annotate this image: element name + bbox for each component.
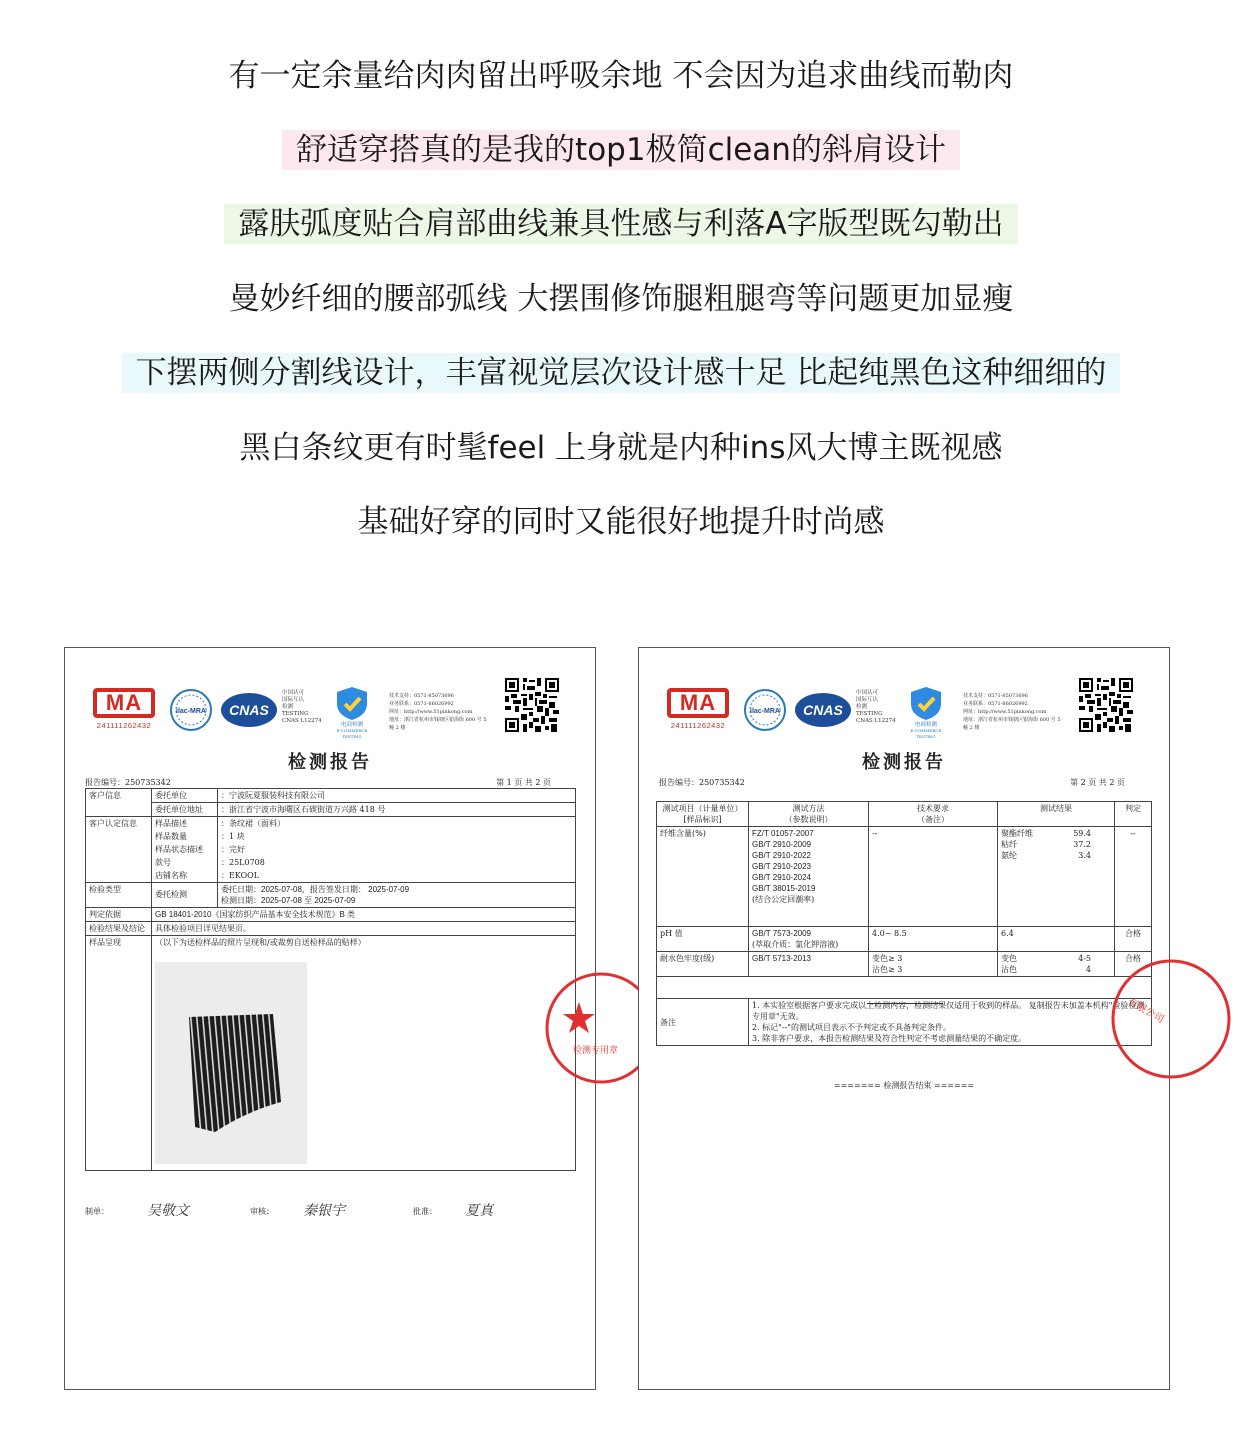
report-page-1: MA 241111262432 ilac-MRA CNAS 中国认可 国际互认 检测 TESTING CNAS L12274 电商检测 E-COMMERCE TESTING 技术支持：0571-85073696 业务联系：0571-86026992 网址：http://www.51pinkong.com 地址：浙江省杭州市钱塘区银海街 600 号 5 幢 2 楼 检测报告 报告编号：250735342 第 1 页 共 2 页 客户信息 委托单位 ：宁波阮夏服装科技有限公司 委托单位地址 ：浙江省宁波市海曙区石碶街道万兴路 418 号 客户认定信息 样品描述 ：条纹裙（面料） 样品数量 ：1 块 样品状态描述 ：完好 款号 ：25L0708 店铺名称 ：EKOOL 检验类型 委托检测 委托日期：2025-07-08，报告签发日期： 2025-07-09 检测日期：2025-07-08 至 2025-07-09 判定依据 GB 18401-2010《国家纺织产品基本安全技术规范》B 类 检验结果及结论 具体检验项目详见结果页。 样品呈现 （以下为送检样品的照片呈现和/或裁剪自送检样品的贴样） 制单： 吴敬文 审核： 秦银宇 批准： 夏真 检测专用章 [64, 647, 596, 1390]
copy-line-5: 下摆两侧分割线设计，丰富视觉层次设计感十足 比起纯黑色这种细细的 [0, 353, 1242, 393]
table-row: 耐水色牢度(级) GB/T 5713-2013 变色≥ 3 沾色≥ 3 变色 4-5 沾色 4 合格 [657, 952, 1152, 977]
test-type: 委托检测 [152, 883, 218, 907]
report-header-logos [663, 682, 1145, 740]
cnas-caption: 中国认可 国际互认 检测 TESTING CNAS L12274 [856, 690, 896, 724]
standard-basis: GB 18401-2010《国家纺织产品基本安全技术规范》B 类 [152, 908, 576, 922]
ecommerce-testing-logo: 电商检测 E-COMMERCE TESTING [327, 684, 377, 736]
copy-line-1: 有一定余量给肉肉留出呼吸余地 不会因为追求曲线而勒肉 [228, 58, 1014, 94]
shield-check-icon [901, 684, 951, 722]
svg-text:检测专用章: 检测专用章 [573, 1046, 619, 1056]
maker-signature: 吴敬文 [147, 1203, 189, 1219]
ilac-mra-logo [169, 688, 213, 732]
client-unit: ：宁波阮夏服装科技有限公司 [221, 791, 325, 800]
report-number: 报告编号：250735342 [659, 778, 745, 787]
svg-text:有限公司: 有限公司 [1125, 996, 1166, 1026]
report-header-logos [89, 682, 571, 740]
test-results-table [656, 801, 1152, 1046]
copy-line-7: 基础好穿的同时又能很好地提升时尚感 [357, 504, 885, 540]
approver-signature: 夏真 [465, 1203, 493, 1219]
copy-line-6: 黑白条纹更有时髦feel 上身就是内种ins风大博主既视感 [239, 430, 1003, 466]
copy-line-3: 露肤弧度贴合肩部曲线兼具性感与利落A字版型既勾勒出 [0, 204, 1242, 244]
remarks-row: 备注 1. 本实验室根据客户要求完成以上检测内容，检测结果仅适用于收到的样品。 复制报告未加盖本机构"检验检测专用章"无效。 2. 标记"--"的测试项目表示不予判定或不具备判定条件。 3. 除非客户要求，本报告检测结果及符合性判定不考虑测量结果的不确定度。 [657, 999, 1152, 1046]
copy-line-2: 舒适穿搭真的是我的top1极简clean的斜肩设计 [0, 130, 1242, 170]
sample-fabric-photo [155, 962, 307, 1164]
svg-text:ilac-MRA: ilac-MRA [750, 708, 780, 715]
shield-check-icon [327, 684, 377, 722]
table-row: 纤维含量(%) FZ/T 01057-2007 GB/T 2910-2009 GB/T 2910-2022 GB/T 2910-2023 GB/T 2910-2024 GB/T 38015-2019 (结合公定回潮率) -- 聚酯纤维 59.4 粘纤 37.2 氨纶 3.4 -- [657, 827, 1152, 927]
report-end-mark: ======= 检测报告结束 ====== [833, 1081, 975, 1090]
ecommerce-testing-logo: 电商检测 E-COMMERCE TESTING [901, 684, 951, 736]
result-conclusion: 具体检验项目详见结果页。 [152, 922, 576, 936]
svg-text:CNAS: CNAS [803, 702, 843, 718]
qr-code-icon [1079, 678, 1133, 732]
svg-text:ilac-MRA: ilac-MRA [176, 708, 206, 715]
cma-logo: MA 241111262432 [663, 688, 733, 732]
results-header-row: 测试项目（计量单位） [样品标识] 测试方法 （参数说明） 技术要求 （备注） 测试结果 判定 [657, 802, 1152, 827]
page-indicator: 第 2 页 共 2 页 [1070, 778, 1125, 787]
reviewer-signature: 秦银宇 [303, 1203, 345, 1219]
cnas-caption: 中国认可 国际互认 检测 TESTING CNAS L12274 [282, 690, 322, 724]
contact-info: 技术支持：0571-85073696 业务联系：0571-86026992 网址：http://www.51pinkong.com 地址：浙江省杭州市钱塘区银海街 600 号 5 幢 2 楼 [389, 693, 487, 731]
report-number: 报告编号：250735342 [85, 778, 171, 787]
striped-fabric-swatch [155, 962, 307, 1164]
report-title: 检测报告 [862, 752, 946, 773]
cnas-logo [220, 692, 278, 728]
confirm-info-label: 客户认定信息 [86, 817, 152, 883]
cnas-logo [794, 692, 852, 728]
company-seal-stamp [1109, 953, 1171, 1083]
contact-info: 技术支持：0571-85073696 业务联系：0571-86026992 网址：http://www.51pinkong.com 地址：浙江省杭州市钱塘区银海街 600 号 5 幢 2 楼 [963, 693, 1061, 731]
divider [867, 1003, 943, 1004]
page-indicator: 第 1 页 共 2 页 [496, 778, 551, 787]
client-info-label: 客户信息 [86, 789, 152, 817]
table-row: pH 值 GB/T 7573-2009 (萃取介质：氯化钾溶液) 4.0~ 8.5 6.4 合格 [657, 927, 1152, 952]
report-title: 检测报告 [288, 752, 372, 773]
copy-line-4: 曼妙纤细的腰部弧线 大摆围修饰腿粗腿弯等问题更加显瘦 [228, 281, 1014, 317]
inspection-seal-stamp [543, 968, 619, 1088]
ilac-mra-logo [743, 688, 787, 732]
qr-code-icon [505, 678, 559, 732]
client-address: ：浙江省宁波市海曙区石碶街道万兴路 418 号 [221, 805, 386, 814]
report-page-2 [638, 647, 1170, 1390]
svg-text:CNAS: CNAS [229, 702, 269, 718]
cma-logo: MA 241111262432 [89, 688, 159, 732]
report-info-table: 客户信息 委托单位 ：宁波阮夏服装科技有限公司 委托单位地址 ：浙江省宁波市海曙区石碶街道万兴路 418 号 客户认定信息 样品描述 ：条纹裙（面料） 样品数量 ：1 块 样品状态描述 ：完好 款号 ：25L0708 店铺名称 ：EKOOL 检验类型 委托检测 委托日期：2025-07-08，报告签发日期： 2025-07-09 检测日期：2025-07-08 至 2025-07-09 判定依据 GB 18401-2010《国家纺织产品基本安全技术规范》B 类 检验结果及结论 具体检验项目详见结果页。 样品呈现 （以下为送检样品的照片呈现和/或裁剪自送检样品的贴样） [85, 788, 576, 1171]
